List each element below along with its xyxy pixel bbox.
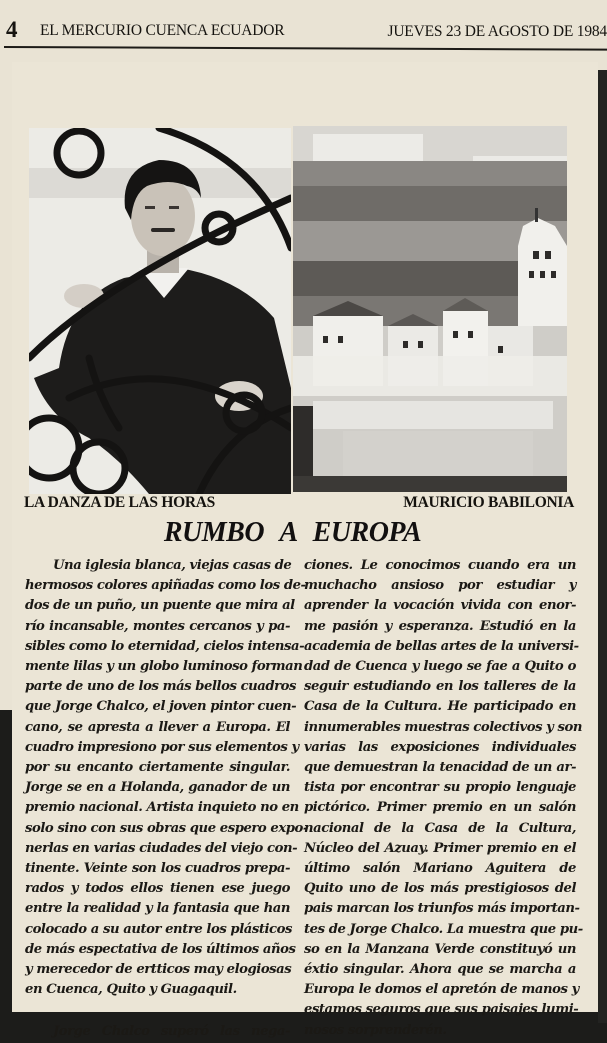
painting-photo [293,126,567,492]
article-line: tista por encontrar su propio lenguaje [304,780,576,796]
article-line: academia de bellas artes de la universi- [304,638,579,654]
article-line: Núcleo del Azuay. Primer premio en el [304,840,576,856]
article-line: muchacho ansioso por estudiar y [304,578,576,594]
article-line: mente lilas y un globo luminoso forman [25,659,303,675]
portrait-photo [29,128,291,494]
article-line: aprender la vocación vivida con enor- [304,598,576,614]
article-line: por su encanto ciertamente singular. [25,760,290,776]
article-line: Jorge Chalco superó las nega- [53,1024,290,1040]
article-line: premio nacional. Artista inquieto no en [25,800,299,816]
masthead [6,17,607,44]
article-line: colocado a su autor entre los plásticos [25,921,292,937]
article-line: varias las exposiciones individuales [304,739,576,755]
article-headline: RUMBO A EUROPA [163,517,422,548]
article-line: Europa le domos el apretón de manos y [304,982,579,998]
article-line: sibles como lo eternidad, cielos intensa- [25,638,305,654]
article-column-right [304,556,583,1041]
article-line: éxtio singular. Ahora que se marcha a [304,962,576,978]
article-line: Jorge se en a Holanda, ganador de un [25,780,290,796]
paper-left-edge [0,62,12,710]
issue-date: JUEVES 23 DE AGOSTO DE 1984 [387,23,607,40]
article-line: tinente. Veinte son los cuadros prepa- [25,861,290,877]
town-painting-illustration [293,126,567,492]
article-line: innumerables muestras colectivos y son [304,719,582,735]
article-line: Quito uno de los más prestigiosos del [304,881,576,897]
article-line: cuadro impresiono por sus elementos y [25,739,299,755]
page-number: 4 [6,17,18,42]
article-column-left [25,556,308,1043]
portrait-illustration [29,128,291,494]
article-line: nosos sorprenderén. [304,1022,447,1038]
article-line: dos de un puño, un puente que mira al [25,598,295,614]
paragraph-gap [25,1000,290,1022]
article-line: pictórico. Primer premio en un salón [304,800,576,816]
newspaper-name: EL MERCURIO CUENCA ECUADOR [40,22,285,39]
article-line: de más espectativa de los últimos años [25,941,296,957]
article-line: nacional de la Casa de la Cultura, [304,820,576,836]
article-line: nerlas en varias ciudades del viejo con- [25,840,298,856]
article-line: que demuestran la tenacidad de un ar- [304,760,576,776]
article-line: Casa de la Cultura. He participado en [304,699,576,715]
article-line: solo sino con sus obras que espero expo- [25,820,308,836]
article-line: ciones. Le conocimos cuando era un [304,558,576,573]
article-line: tes de Jorge Chalco. La muestra que pu- [304,921,583,937]
article-line: entre la realidad y la fantasia que han [25,901,290,917]
article-line: me pasión y esperanza. Estudió en la [304,618,576,634]
article-line: último salón Mariano Aguitera de [304,861,576,877]
article-line: Una iglesia blanca, viejas casas de [53,558,292,573]
article-line: dad de Cuenca y luego se fae a Quito o [304,659,576,675]
photo-caption-left: LA DANZA DE LAS HORAS [24,494,215,511]
article-line: que Jorge Chalco, el joven pintor cuen- [25,699,297,715]
article-line: cano, se apresta a llever a Europa. El [25,719,290,735]
article-line: parte de uno de los más bellos cuadros [25,679,296,695]
article-line: estamos seguros que sus paisajes lumi- [304,1002,579,1018]
article-line: y merecedor de ertticos may elogiosas [25,962,292,978]
article-line: rados y todos ellos tienen ese juego [25,881,290,897]
article-line: río incansable, montes cercanos y pa- [25,618,290,634]
photo-caption-right: MAURICIO BABILONIA [403,494,574,511]
article-line: hermosos colores apiñadas como los de- [25,578,306,594]
article-line: en Cuenca, Quito y Guagaquil. [25,982,237,998]
article-line: seguir estudiando en los talleres de la [304,679,576,695]
dark-background-edge [598,70,607,1023]
article-line: pais marcan los triunfos más importan- [304,901,580,917]
article-line: so en la Manzana Verde constituyó un [304,941,576,957]
